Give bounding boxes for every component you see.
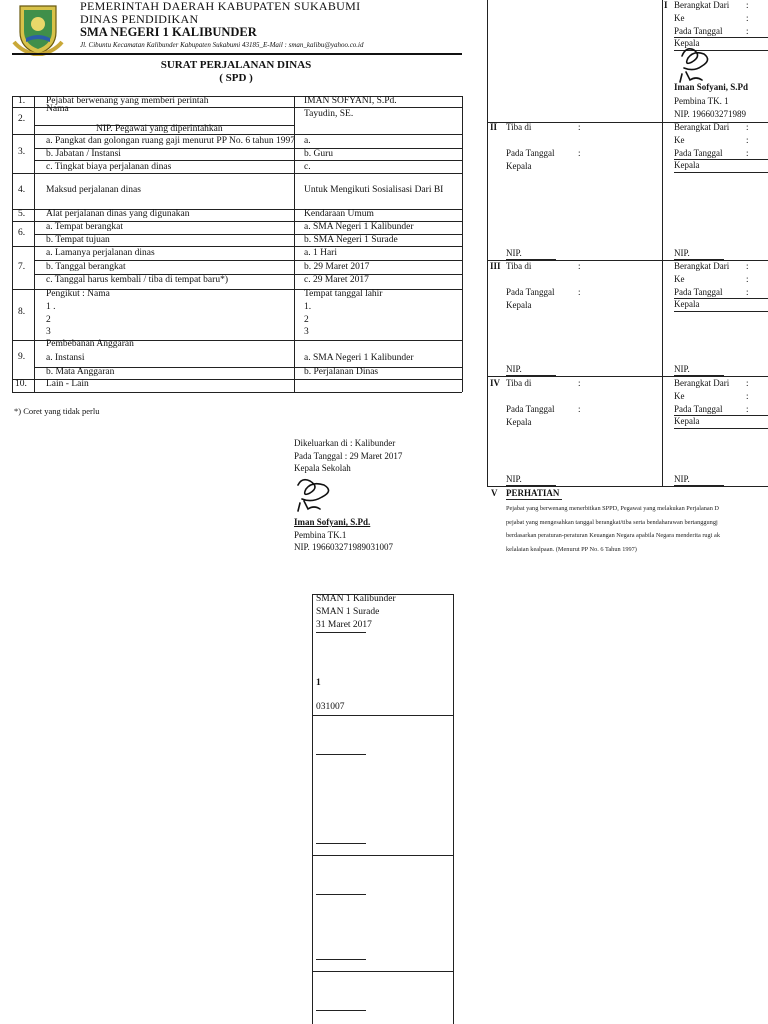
row-6-label-b: b. Tempat tujuan [46,235,110,245]
row-3-label-b: b. Jabatan / Instansi [46,149,121,159]
section-I-pada: Pada Tanggal [674,26,723,36]
row-5-value: Kendaraan Umum [304,209,374,219]
stub-nip: 031007 [316,702,345,712]
section-I-ke: Ke [674,13,685,23]
perhatian-line-4: kelalaian kealpaan. (Menurut PP No. 6 Tahun 1997) [506,545,637,553]
sukabumi-crest-logo [12,2,64,56]
signer-rank: Pembina TK.1 [294,529,347,540]
issued-block [294,437,402,475]
section-III-pada-2: Pada Tanggal [674,287,723,297]
row-9-value-b: b. Perjalanan Dinas [304,367,379,377]
section-II-roman: II [490,122,498,132]
row-4-label: Maksud perjalanan dinas [46,185,141,195]
section-IV-roman: IV [490,378,501,388]
stub-origin: SMAN 1 Kalibunder [316,594,396,604]
section-I-signer-rank: Pembina TK. 1 [674,96,729,106]
section-III-nip: NIP. [506,364,522,374]
section-IV-tiba: Tiba di [506,378,532,388]
section-I-signer-nip: NIP. 196603271989 [674,109,747,119]
section-III-roman: III [490,261,501,271]
section-II-kepala: Kepala [506,161,532,171]
section-IV-colon-3: : [746,378,749,388]
perhatian-line-3: berdasarkan peraturan-peraturan Keuangan Negara apabila Negara menderita rugi ak [506,532,720,539]
row-10-label: Lain - Lain [46,379,89,389]
row-2-number: 2. [18,114,26,124]
section-II-kepala-2: Kepala [674,160,700,170]
signature-image [292,475,338,513]
letterhead-address: Jl. Cibuntu Kecamatan Kalibunder Kabupaten Sukabumi 43185_E-Mail : sman_kalibu@yahoo.co.id [80,41,364,49]
row-3-label-c: c. Tingkat biaya perjalanan dinas [46,162,172,172]
section-IV-kepala-2: Kepala [674,416,700,426]
row-7-label-c: c. Tanggal harus kembali / tiba di tempat baru*) [46,275,228,285]
section-III-colon-3: : [746,261,749,271]
row-1-label: Pejabat berwenang yang memberi perintah [46,96,209,106]
row-9-label: Pembebanan Anggaran [46,339,134,349]
spd-table [12,96,462,392]
section-I-colon-3: : [746,26,749,36]
right-signature-image [676,44,716,84]
document-title [120,59,352,85]
section-II-nip: NIP. [506,248,522,258]
letterhead-government: PEMERINTAH DAERAH KABUPATEN SUKABUMI [80,0,361,13]
section-III-colon-1: : [578,261,581,271]
footnote: *) Coret yang tidak perlu [14,406,100,416]
row-9-number: 9. [18,352,26,362]
issued-place: Dikeluarkan di : Kalibunder [294,438,396,448]
stub-tk: 1 [316,678,321,688]
section-II-nip-2: NIP. [674,248,690,258]
section-II-colon-4: : [746,135,749,145]
perhatian-text [506,502,720,556]
section-IV-pada-2: Pada Tanggal [674,404,723,414]
section-I-roman: I [664,0,668,10]
row-3-label-a: a. Pangkat dan golongan ruang gaji menurut PP No. 6 tahun 1997 [46,136,295,146]
row-3-value-a: a. [304,136,311,146]
row-7-label-a: a. Lamanya perjalanan dinas [46,248,155,258]
signer-block [294,516,393,554]
letterhead-department: DINAS PENDIDIKAN [80,12,199,26]
stub-panel [312,594,454,1024]
row-8-value: Tempat tanggal lahir [304,289,383,299]
row-9-value-a: a. SMA Negeri 1 Kalibunder [304,353,414,363]
document-title-sub: ( SPD ) [219,72,253,84]
row-8-follower-3: 3 [46,327,51,337]
row-1-value: IMAN SOFYANI, S.Pd. [304,96,397,106]
section-III-colon-5: : [746,287,749,297]
row-7-value-c: c. 29 Maret 2017 [304,275,369,285]
section-III-tiba: Tiba di [506,261,532,271]
section-IV-pada: Pada Tanggal [506,404,555,414]
section-I-colon-2: : [746,13,749,23]
row-5-number: 5. [18,209,26,219]
section-IV-colon-2: : [578,404,581,414]
section-II-berangkat: Berangkat Dari [674,122,730,132]
section-II-pada-2: Pada Tanggal [674,148,723,158]
section-I-signer-name: Iman Sofyani, S.Pd [674,82,749,92]
section-IV-nip-2: NIP. [674,474,690,484]
row-7-number: 7. [18,262,26,272]
row-10-number: 10. [15,379,27,389]
signer-nip: NIP. 196603271989031007 [294,542,394,552]
row-7-label-b: b. Tanggal berangkat [46,262,126,272]
row-6-label-a: a. Tempat berangkat [46,222,123,232]
section-IV-berangkat: Berangkat Dari [674,378,730,388]
section-III-berangkat: Berangkat Dari [674,261,730,271]
row-2-value: Tayudin, SE. [304,109,354,119]
row-3-value-b: b. Guru [304,149,334,159]
section-IV-ke: Ke [674,391,685,401]
row-8-birth-3: 3 [304,327,309,337]
stub-date: 31 Maret 2017 [316,620,372,630]
signer-name: Iman Sofyani, S.Pd. [294,517,371,527]
section-II-colon-3: : [746,122,749,132]
section-IV-nip: NIP. [506,474,522,484]
row-8-number: 8. [18,307,26,317]
row-9-label-a: a. Instansi [46,353,85,363]
letterhead-school: SMA NEGERI 1 KALIBUNDER [80,25,257,39]
row-6-number: 6. [18,228,26,238]
section-IV-colon-5: : [746,404,749,414]
row-2-label-nip: NIP. Pegawai yang diperintahkan [96,124,223,134]
section-III-colon-2: : [578,287,581,297]
section-IV-colon-1: : [578,378,581,388]
section-II-pada: Pada Tanggal [506,148,555,158]
row-9-label-b: b. Mata Anggaran [46,367,115,377]
section-III-nip-2: NIP. [674,364,690,374]
section-V-title: PERHATIAN [506,488,560,498]
row-7-value-b: b. 29 Maret 2017 [304,262,370,272]
section-V-roman: V [491,488,498,498]
row-2-label-name: Nama [46,104,69,114]
letterhead-rule [12,53,462,55]
section-II-colon-2: : [578,148,581,158]
section-III-ke: Ke [674,274,685,284]
row-8-birth-2: 2 [304,315,309,325]
section-IV-kepala: Kepala [506,417,532,427]
row-3-value-c: c. [304,162,311,172]
section-II-ke: Ke [674,135,685,145]
section-III-colon-4: : [746,274,749,284]
perhatian-line-1: Pejabat yang berwenang menerbitkan SPPD, Pegawai yang melakukan Perjalanan D [506,505,719,512]
stub-destination: SMAN 1 Surade [316,607,380,617]
document-title-main: SURAT PERJALANAN DINAS [160,59,312,71]
row-8-label: Pengikut : Nama [46,289,110,299]
row-8-follower-1: 1 . [46,302,56,312]
row-6-value-a: a. SMA Negeri 1 Kalibunder [304,222,414,232]
perhatian-line-2: pejabat yang mengesahkan tanggal berangkat/tiba serta bendaharawan bertanggungj [506,518,718,526]
row-3-number: 3. [18,147,26,157]
row-4-value: Untuk Mengikuti Sosialisasi Dari BI [304,185,444,195]
row-5-label: Alat perjalanan dinas yang digunakan [46,209,190,219]
section-I-kepala: Kepala [674,38,700,48]
row-7-value-a: a. 1 Hari [304,248,337,258]
section-II-colon-1: : [578,122,581,132]
row-6-value-b: b. SMA Negeri 1 Surade [304,235,398,245]
section-II-colon-5: : [746,148,749,158]
section-I-colon-1: : [746,0,749,10]
section-IV-colon-4: : [746,391,749,401]
row-8-follower-2: 2 [46,315,51,325]
row-1-number: 1. [18,96,26,106]
section-III-kepala: Kepala [506,300,532,310]
issued-date: Pada Tanggal : 29 Maret 2017 [294,450,403,461]
section-III-kepala-2: Kepala [674,299,700,309]
row-8-birth-1: 1. [304,302,312,312]
row-4-number: 4. [18,185,26,195]
section-III-pada: Pada Tanggal [506,287,555,297]
section-I-berangkat: Berangkat Dari [674,0,730,10]
section-II-tiba: Tiba di [506,122,532,132]
issued-role: Kepala Sekolah [294,463,351,473]
